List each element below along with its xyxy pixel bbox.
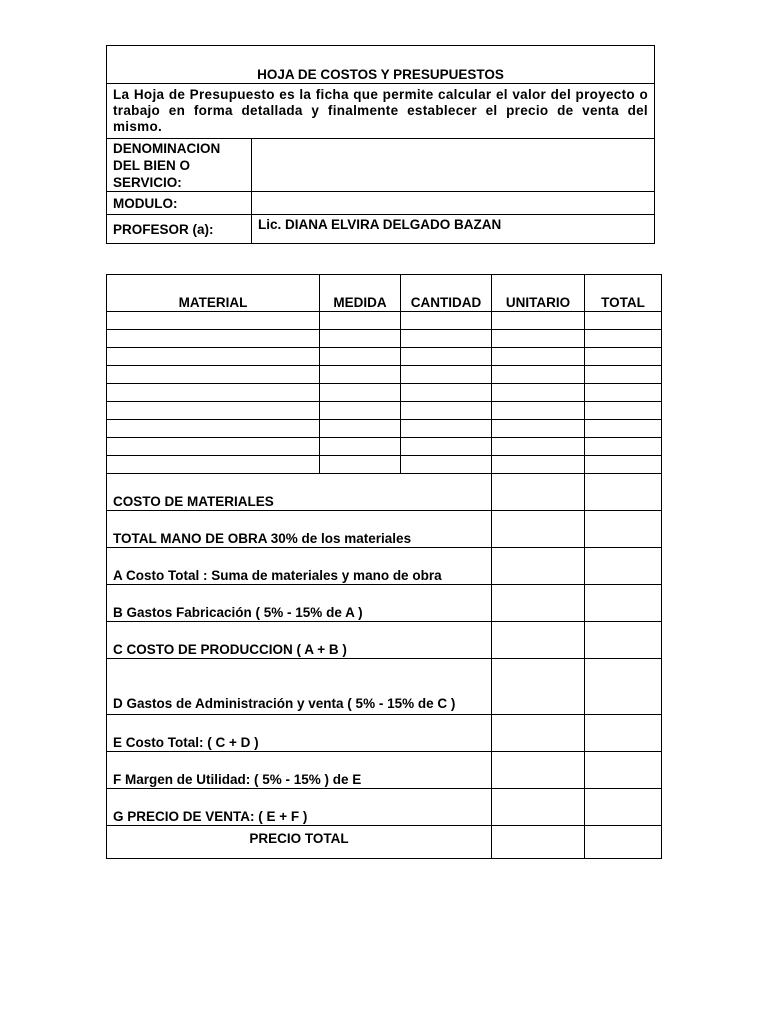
table-cell[interactable] (107, 366, 320, 384)
summary-row (107, 789, 662, 826)
column-header: UNITARIO (492, 275, 585, 312)
table-cell[interactable] (320, 330, 401, 348)
column-header: MATERIAL (107, 275, 320, 312)
column-header: TOTAL (585, 275, 662, 312)
unitario-cell[interactable] (492, 474, 585, 511)
table-cell[interactable] (320, 384, 401, 402)
summary-label: C COSTO DE PRODUCCION ( A + B ) (107, 622, 492, 659)
table-row (107, 402, 662, 420)
table-row (107, 348, 662, 366)
table-cell[interactable] (107, 402, 320, 420)
table-cell[interactable] (492, 402, 585, 420)
table-row (107, 312, 662, 330)
table-cell[interactable] (492, 456, 585, 474)
summary-row (107, 715, 662, 752)
table-cell[interactable] (401, 312, 492, 330)
denominacion-label: DENOMINACION DEL BIEN O SERVICIO: (107, 139, 252, 192)
table-cell[interactable] (492, 366, 585, 384)
total-cell[interactable] (585, 752, 662, 789)
modulo-field[interactable] (252, 192, 655, 215)
total-cell[interactable] (585, 659, 662, 715)
table-cell[interactable] (401, 366, 492, 384)
table-cell[interactable] (320, 366, 401, 384)
table-cell[interactable] (585, 330, 662, 348)
summary-label: D Gastos de Administración y venta ( 5% - 15% de C ) (107, 659, 492, 715)
denominacion-field[interactable] (252, 139, 655, 192)
description-text: La Hoja de Presupuesto es la ficha que permite calcular el valor del proyecto o trabajo en forma detallada y finalmente establecer el precio de venta del mismo. (107, 84, 655, 139)
table-cell[interactable] (107, 330, 320, 348)
profesor-value: Lic. DIANA ELVIRA DELGADO BAZAN (252, 215, 655, 244)
column-header: CANTIDAD (401, 275, 492, 312)
total-cell[interactable] (585, 622, 662, 659)
costs-table (106, 274, 662, 859)
table-cell[interactable] (585, 366, 662, 384)
summary-label: E Costo Total: ( C + D ) (107, 715, 492, 752)
table-cell[interactable] (585, 420, 662, 438)
summary-label: G PRECIO DE VENTA: ( E + F ) (107, 789, 492, 826)
table-cell[interactable] (320, 420, 401, 438)
table-cell[interactable] (320, 348, 401, 366)
summary-row (107, 585, 662, 622)
table-row (107, 420, 662, 438)
table-cell[interactable] (492, 438, 585, 456)
unitario-cell[interactable] (492, 548, 585, 585)
table-cell[interactable] (107, 312, 320, 330)
table-row (107, 384, 662, 402)
table-cell[interactable] (320, 402, 401, 420)
table-cell[interactable] (585, 384, 662, 402)
table-cell[interactable] (492, 348, 585, 366)
summary-label: COSTO DE MATERIALES (107, 474, 492, 511)
table-cell[interactable] (401, 438, 492, 456)
table-cell[interactable] (401, 348, 492, 366)
unitario-cell[interactable] (492, 715, 585, 752)
unitario-cell[interactable] (492, 622, 585, 659)
table-cell[interactable] (401, 384, 492, 402)
summary-label: B Gastos Fabricación ( 5% - 15% de A ) (107, 585, 492, 622)
total-cell[interactable] (585, 715, 662, 752)
header-table (106, 45, 655, 244)
summary-row (107, 659, 662, 715)
table-cell[interactable] (585, 456, 662, 474)
table-row (107, 456, 662, 474)
modulo-label: MODULO: (107, 192, 252, 215)
table-cell[interactable] (320, 456, 401, 474)
summary-row (107, 511, 662, 548)
table-cell[interactable] (320, 312, 401, 330)
table-cell[interactable] (320, 438, 401, 456)
total-cell[interactable] (585, 511, 662, 548)
table-cell[interactable] (492, 420, 585, 438)
table-cell[interactable] (585, 402, 662, 420)
summary-row (107, 752, 662, 789)
unitario-cell[interactable] (492, 511, 585, 548)
table-cell[interactable] (585, 438, 662, 456)
precio-total-row (107, 826, 662, 859)
total-cell[interactable] (585, 789, 662, 826)
summary-row (107, 474, 662, 511)
summary-label: F Margen de Utilidad: ( 5% - 15% ) de E (107, 752, 492, 789)
total-cell[interactable] (585, 548, 662, 585)
table-row (107, 330, 662, 348)
table-cell[interactable] (585, 348, 662, 366)
unitario-cell[interactable] (492, 826, 585, 859)
table-cell[interactable] (585, 312, 662, 330)
unitario-cell[interactable] (492, 752, 585, 789)
table-cell[interactable] (401, 420, 492, 438)
column-header: MEDIDA (320, 275, 401, 312)
table-header-row (107, 275, 662, 312)
table-cell[interactable] (492, 330, 585, 348)
summary-label: TOTAL MANO DE OBRA 30% de los materiales (107, 511, 492, 548)
unitario-cell[interactable] (492, 585, 585, 622)
table-cell[interactable] (107, 438, 320, 456)
table-cell[interactable] (107, 384, 320, 402)
summary-row (107, 548, 662, 585)
summary-label: A Costo Total : Suma de materiales y mano de obra (107, 548, 492, 585)
table-cell[interactable] (107, 348, 320, 366)
table-cell[interactable] (107, 420, 320, 438)
table-cell[interactable] (401, 330, 492, 348)
unitario-cell[interactable] (492, 659, 585, 715)
table-row (107, 366, 662, 384)
total-cell[interactable] (585, 585, 662, 622)
table-cell[interactable] (401, 456, 492, 474)
precio-total-label: PRECIO TOTAL (107, 826, 492, 859)
summary-row (107, 622, 662, 659)
table-cell[interactable] (107, 456, 320, 474)
table-cell[interactable] (492, 312, 585, 330)
total-cell[interactable] (585, 826, 662, 859)
table-cell[interactable] (401, 402, 492, 420)
unitario-cell[interactable] (492, 789, 585, 826)
table-cell[interactable] (492, 384, 585, 402)
profesor-label: PROFESOR (a): (107, 215, 252, 244)
page-title: HOJA DE COSTOS Y PRESUPUESTOS (107, 46, 655, 84)
total-cell[interactable] (585, 474, 662, 511)
table-row (107, 438, 662, 456)
